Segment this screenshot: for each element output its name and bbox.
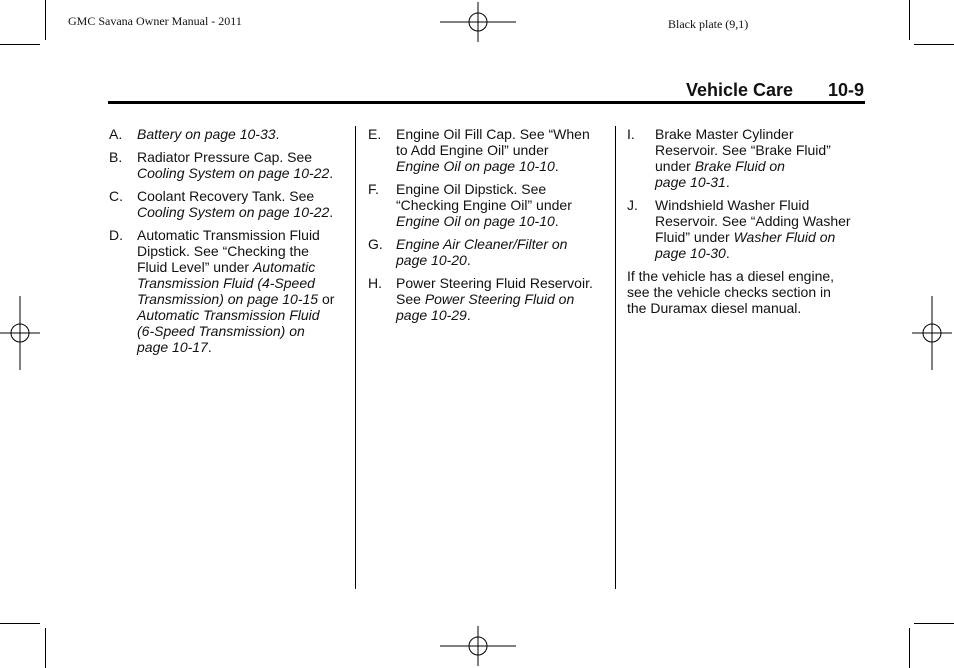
item-text: Dipstick. See “Checking the [137,243,309,259]
item-line [137,291,334,307]
item-text: Coolant Recovery Tank. See [137,188,315,204]
item-text: Reservoir. See “Adding Washer [655,213,851,229]
item-text: . [725,174,730,190]
item-text: Power Steering Fluid Reservoir. [396,275,593,291]
item-text: . [329,204,334,220]
page-number: 10-9 [828,80,865,100]
cross-reference: page 10-29 [396,307,467,323]
column-2 [368,126,593,330]
list-item [109,149,334,181]
cross-reference: Washer Fluid on [733,229,836,245]
item-line [655,174,851,190]
cross-reference: Automatic [252,259,316,275]
item-text: Reservoir. See “Brake Fluid” [655,142,831,158]
item-text: to Add Engine Oil” under [396,142,549,158]
cross-reference: Cooling System on page 10-22 [137,204,330,220]
cross-reference: Transmission) on page 10-15 [137,291,319,307]
list-item [109,188,334,220]
item-text: Fluid” under [655,229,734,245]
crop-mark-bottom-left-v [45,628,46,668]
item-line [137,227,334,243]
list-item [627,126,851,190]
item-letter: J. [627,197,638,213]
item-line [655,126,851,142]
cross-reference: Engine Air Cleaner/Filter on [396,236,568,252]
item-text: Radiator Pressure Cap. See [137,149,313,165]
item-text: Engine Oil Dipstick. See [396,181,547,197]
item-line [655,158,851,174]
item-line [137,243,334,259]
list-item [368,181,593,229]
item-text: Brake Master Cylinder [655,126,794,142]
item-line [655,197,851,213]
item-line [137,149,334,165]
list-item [109,126,334,142]
item-text: . [725,245,730,261]
item-text: . [207,339,212,355]
item-text: or [318,291,335,307]
item-line [137,275,334,291]
manual-title: GMC Savana Owner Manual - 2011 [68,14,242,28]
item-line [137,307,334,323]
item-text: “Checking Engine Oil” under [396,197,572,213]
paragraph-line: If the vehicle has a diesel engine, [627,268,835,284]
item-line [396,307,593,323]
crop-mark-top-right-v [909,0,910,40]
registration-mark-left [0,296,40,370]
item-line [137,259,334,275]
item-text: . [275,126,280,142]
column-divider [615,126,616,589]
item-letter: H. [368,275,382,291]
list-item [368,236,593,268]
crop-mark-top-right-h [914,44,954,45]
paragraph-line: see the vehicle checks section in [627,284,831,300]
cross-reference: Transmission Fluid (4-Speed [137,275,315,291]
paragraph-line: the Duramax diesel manual. [627,300,802,316]
header-rule [108,101,865,104]
item-line [137,339,334,355]
crop-mark-bottom-left-h [0,623,40,624]
column-1 [109,126,334,362]
item-line [396,181,593,197]
item-text: . [466,252,471,268]
item-line [655,245,851,261]
crop-mark-bottom-right-v [909,628,910,668]
item-text: Fluid Level” under [137,259,253,275]
item-line [655,142,851,158]
item-line [396,126,593,142]
item-line [137,126,334,142]
diesel-note-paragraph [627,268,851,316]
item-line [396,252,593,268]
cross-reference: page 10-31 [655,174,726,190]
item-letter: C. [109,188,123,204]
item-letter: G. [368,236,383,252]
item-text: . [554,158,559,174]
cross-reference: page 10-17 [137,339,208,355]
registration-mark-top [440,2,516,42]
item-text: . [466,307,471,323]
item-line [396,142,593,158]
registration-mark-bottom [440,626,516,666]
crop-mark-bottom-right-h [914,623,954,624]
item-line [137,204,334,220]
list-item [368,126,593,174]
cross-reference: Engine Oil on page 10-10 [396,213,555,229]
cross-reference: Power Steering Fluid on [424,291,575,307]
item-letter: F. [368,181,379,197]
cross-reference: Battery on page 10-33 [137,126,276,142]
section-title: Vehicle Care [686,80,794,100]
cross-reference: (6-Speed Transmission) on [137,323,305,339]
item-text: under [655,158,695,174]
item-line [396,158,593,174]
item-letter: B. [109,149,123,165]
item-text: Engine Oil Fill Cap. See “When [396,126,590,142]
item-letter: E. [368,126,382,142]
item-text: . [329,165,334,181]
cross-reference: Automatic Transmission Fluid [137,307,320,323]
item-line [137,188,334,204]
cross-reference: Cooling System on page 10-22 [137,165,330,181]
item-text: . [554,213,559,229]
crop-mark-top-left-v [45,0,46,40]
item-line [137,165,334,181]
crop-mark-top-left-h [0,44,40,45]
item-text: Automatic Transmission Fluid [137,227,320,243]
item-line [396,197,593,213]
list-item [109,227,334,355]
item-line [396,275,593,291]
item-line [396,291,593,307]
list-item [627,197,851,261]
item-line [655,229,851,245]
item-text: See [396,291,425,307]
list-item [368,275,593,323]
item-text: Windshield Washer Fluid [655,197,810,213]
item-line [396,213,593,229]
plate-label: Black plate (9,1) [668,17,749,31]
item-line [396,236,593,252]
cross-reference: page 10-30 [655,245,726,261]
item-letter: I. [627,126,635,142]
item-line [655,213,851,229]
column-3 [627,126,851,316]
item-letter: A. [109,126,123,142]
cross-reference: Brake Fluid on [694,158,785,174]
item-letter: D. [109,227,123,243]
cross-reference: page 10-20 [396,252,467,268]
item-line [137,323,334,339]
column-divider [355,126,356,589]
registration-mark-right [912,296,952,370]
cross-reference: Engine Oil on page 10-10 [396,158,555,174]
